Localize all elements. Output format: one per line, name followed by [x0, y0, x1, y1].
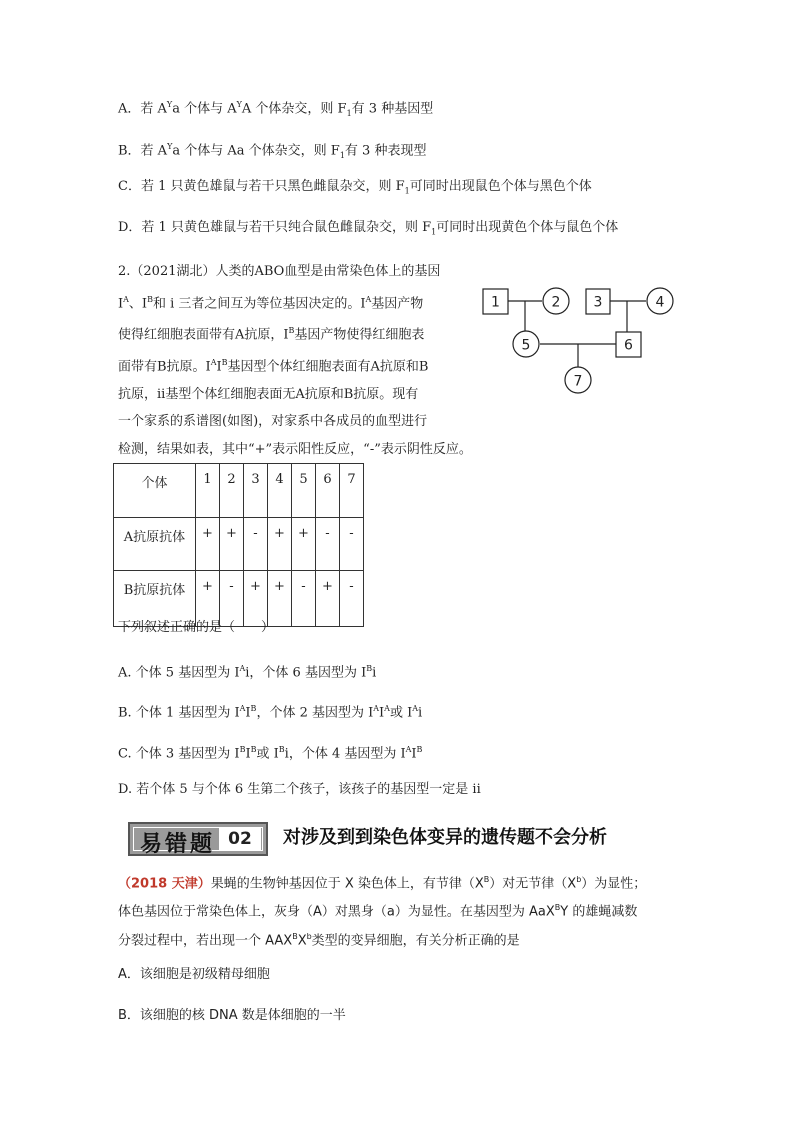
q2-line: 使得红细胞表面带有A抗原，$I^B$基因产物使得红细胞表	[118, 326, 425, 343]
badge-number: 02	[219, 828, 261, 850]
blood-test-table	[113, 463, 364, 627]
label-5: 5	[521, 337, 531, 354]
label-7: 7	[573, 373, 583, 390]
table-cell: 6	[316, 464, 340, 518]
q2-line: 检测，结果如表，其中“+”表示阳性反应，“-”表示阴性反应。	[118, 441, 472, 457]
q2-line: 面带有B抗原。$I^AI^B$基因型个体红细胞表面有A抗原和B	[118, 358, 429, 375]
table-cell: 1	[196, 464, 220, 518]
pedigree-diagram	[478, 282, 698, 394]
table-cell: -	[244, 518, 268, 571]
q2-stem	[118, 258, 472, 463]
q3-line: 分裂过程中，若出现一个 $AAX^BX^b$类型的变异细胞，有关分析正确的是	[118, 931, 520, 948]
q3-source: （2018 天津）	[118, 876, 211, 892]
q1-option-a: A．若 $A^Ya$ 个体与 $A^YA$ 个体杂交，则 $F_1$有 3 种基因型	[118, 100, 434, 118]
q3-line: （2018 天津）果蝇的生物钟基因位于 X 染色体上，有节律$(X^B)$对无节律$(X^b)$为显性；	[118, 875, 647, 892]
q3-option-b: B．该细胞的核 DNA 数是体细胞的一半	[118, 1008, 346, 1023]
q2-line: 2.（2021湖北）人类的ABO血型是由常染色体上的基因	[118, 264, 441, 279]
table-cell: -	[340, 571, 364, 627]
label-3: 3	[593, 294, 603, 311]
q2-option-b: B. 个体 1 基因型为 $I^AI^B$，个体 2 基因型为 $I^AI^A$或 $I^Ai$	[118, 704, 423, 721]
table-cell: B抗原抗体	[114, 571, 196, 627]
label-6: 6	[624, 337, 633, 354]
q1-option-c: C．若 1 只黄色雄鼠与若干只黑色雌鼠杂交，则 $F_1$可同时出现鼠色个体与黑色个体	[118, 179, 592, 196]
table-cell: +	[292, 518, 316, 571]
table-cell: +	[196, 518, 220, 571]
table-cell: 2	[220, 464, 244, 518]
q3-option-a: A．该细胞是初级精母细胞	[118, 967, 270, 982]
table-row	[114, 518, 364, 571]
label-1: 1	[491, 294, 500, 311]
q3-stem	[118, 868, 678, 953]
label-4: 4	[655, 294, 665, 311]
q2-option-d: D. 若个体 5 与个体 6 生第二个孩子，该孩子的基因型一定是 ii	[118, 782, 481, 797]
table-cell: 4	[268, 464, 292, 518]
section-title: 对涉及到到染色体变异的遗传题不会分析	[283, 827, 607, 848]
table-cell: +	[268, 518, 292, 571]
table-cell: 5	[292, 464, 316, 518]
q3-line: 体色基因位于常染色体上，灰身（A）对黑身（a）为显性。在基因型为 AaX$^B$Y 的雄蝇减数	[118, 903, 638, 920]
badge-label: 易错题	[140, 831, 216, 857]
table-cell: +	[244, 571, 268, 627]
label-2: 2	[551, 294, 561, 311]
q2-question-stem: 下列叙述正确的是（ ）	[118, 620, 275, 635]
table-cell: -	[316, 518, 340, 571]
table-cell: +	[268, 571, 292, 627]
table-cell: A抗原抗体	[114, 518, 196, 571]
q2-line: 一个家系的系谱图(如图)，对家系中各成员的血型进行	[118, 414, 428, 430]
q2-option-a: A. 个体 5 基因型为 $I^Ai$，个体 6 基因型为 $I^Bi$	[118, 664, 377, 681]
table-cell: 3	[244, 464, 268, 518]
table-cell: -	[292, 571, 316, 627]
table-cell: 7	[340, 464, 364, 518]
q1-option-d: D．若 1 只黄色雄鼠与若干只纯合鼠色雌鼠杂交，则 $F_1$可同时出现黄色个体与鼠色个体	[118, 220, 619, 237]
table-cell: -	[220, 571, 244, 627]
table-cell: 个体	[114, 464, 196, 518]
table-cell: +	[316, 571, 340, 627]
table-header-row	[114, 464, 364, 518]
table-cell: +	[196, 571, 220, 627]
q2-option-c: C. 个体 3 基因型为 $I^BI^B$或 $I^Bi$，个体 4 基因型为 $I^AI^B$	[118, 745, 423, 762]
q1-option-b: B．若 $A^Ya$ 个体与 Aa 个体杂交，则 $F_1$有 3 种表现型	[118, 142, 427, 160]
q2-line: $I^A$、$I^B$和 i 三者之间互为等位基因决定的。$I^A$基因产物	[118, 294, 424, 311]
section-badge	[128, 822, 268, 856]
table-cell: +	[220, 518, 244, 571]
q2-line: 抗原，ii基型个体红细胞表面无A抗原和B抗原。现有	[118, 386, 419, 402]
table-cell: -	[340, 518, 364, 571]
